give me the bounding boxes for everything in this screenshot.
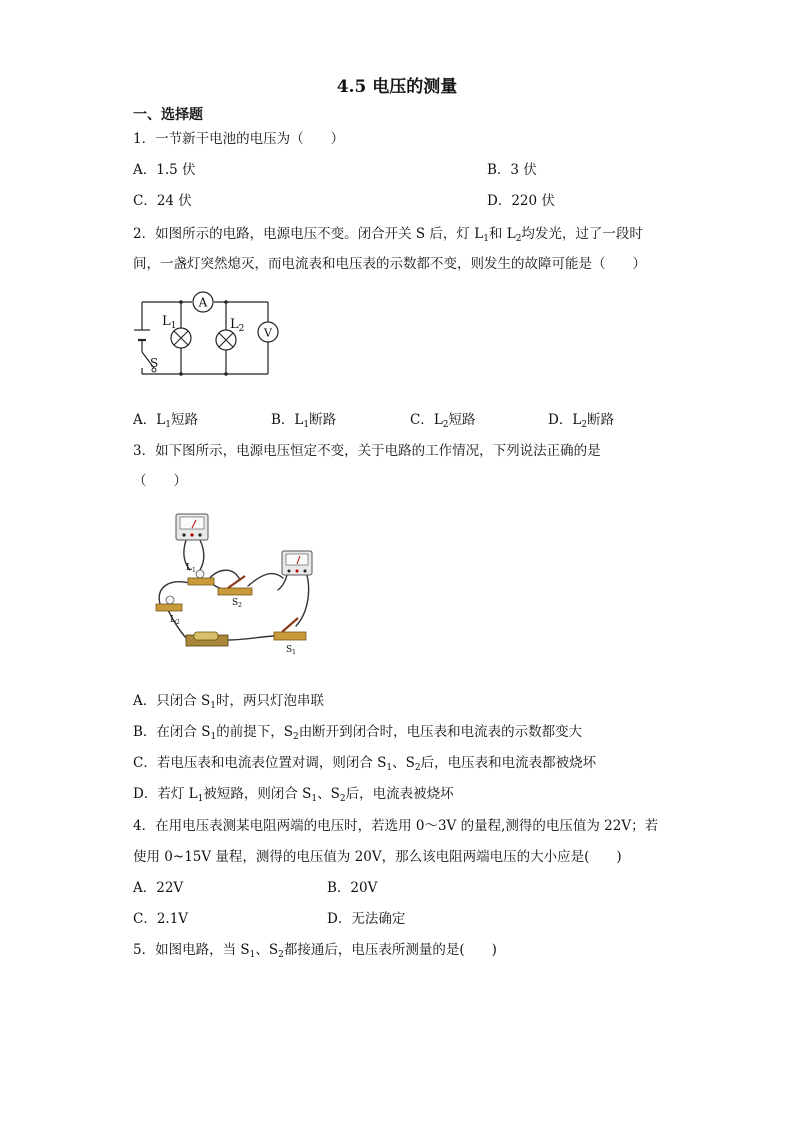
lamp-l1-label: $L_1$ [162, 314, 177, 331]
q1-stem: 1．一节新干电池的电压为（ ） [133, 131, 345, 147]
switch-s1-device [274, 618, 306, 640]
q4-stem-line2: 使用 0~15V 量程，测得的电压值为 20V，那么该电阻两端电压的大小应是( ) [133, 849, 622, 865]
q3-option-b: B．在闭合 $S_1$的前提下，$S_2$由断开到闭合时，电压表和电流表的示数都变大 [133, 724, 583, 742]
q4-option-a: A．22V [133, 880, 184, 896]
q2-stem-line2: 间，一盏灯突然熄灭，而电流表和电压表的示数都不变，则发生的故障可能是（ ） [133, 256, 646, 272]
q1-option-d: D．220 伏 [487, 193, 555, 209]
q2-option-b: B．$L_1$断路 [271, 412, 337, 430]
q2-circuit-diagram [128, 288, 288, 383]
q3-stem-line2: （ ） [133, 473, 187, 489]
lamp-l1-symbol [171, 328, 191, 348]
voltmeter-device [282, 551, 312, 575]
section-heading: 一、选择题 [133, 107, 203, 123]
ammeter-symbol [193, 292, 213, 312]
q1-option-b: B．3 伏 [487, 162, 537, 178]
q2-stem-line1: 2．如图所示的电路，电源电压不变。闭合开关 S 后，灯 $L_1$和 $L_2$均发光，过了一段时 [133, 226, 643, 244]
q1-option-a: A．1.5 伏 [133, 162, 196, 178]
ammeter-device [176, 514, 208, 540]
battery-device [186, 632, 228, 646]
switch-label: S [150, 356, 159, 370]
switch-s2-device [218, 576, 252, 595]
page-title: 4.5 电压的测量 [336, 77, 458, 97]
lamp-l2-symbol [216, 330, 236, 350]
lamp-l1-tag: $L_1$ [186, 563, 196, 574]
q4-option-b: B．20V [327, 880, 378, 896]
q4-option-d: D．无法确定 [327, 911, 406, 927]
q3-circuit-illustration [148, 508, 333, 658]
q4-stem-line1: 4．在用电压表测某电阻两端的电压时，若选用 0～3V 的量程,测得的电压值为 22V；若 [133, 818, 659, 834]
q3-option-a: A．只闭合 $S_1$时，两只灯泡串联 [133, 693, 325, 711]
q3-option-d: D．若灯 $L_1$被短路，则闭合 $S_1$、$S_2$后，电流表被烧坏 [133, 786, 454, 804]
q2-option-d: D．$L_2$断路 [548, 412, 615, 430]
switch-s1-tag: $S_1$ [286, 645, 296, 656]
q1-option-c: C．24 伏 [133, 193, 192, 209]
svg-text:A: A [198, 295, 208, 310]
q4-option-c: C．2.1V [133, 911, 189, 927]
q2-option-a: A．$L_1$短路 [133, 412, 198, 430]
q3-stem-line1: 3．如下图所示，电源电压恒定不变，关于电路的工作情况，下列说法正确的是 [133, 443, 601, 459]
svg-text:V: V [264, 326, 272, 340]
lamp-l2-label: $L_2$ [230, 317, 245, 334]
voltmeter-symbol [258, 322, 278, 342]
switch-s2-tag: $S_2$ [232, 598, 242, 609]
lamp-l2-tag: $L_2$ [170, 615, 180, 626]
q5-stem: 5．如图电路，当 $S_1$、$S_2$都接通后，电压表所测量的是( ) [133, 942, 497, 960]
q3-option-c: C．若电压表和电流表位置对调，则闭合 $S_1$、$S_2$后，电压表和电流表都被烧坏 [133, 755, 597, 773]
q2-option-c: C．$L_2$短路 [410, 412, 476, 430]
